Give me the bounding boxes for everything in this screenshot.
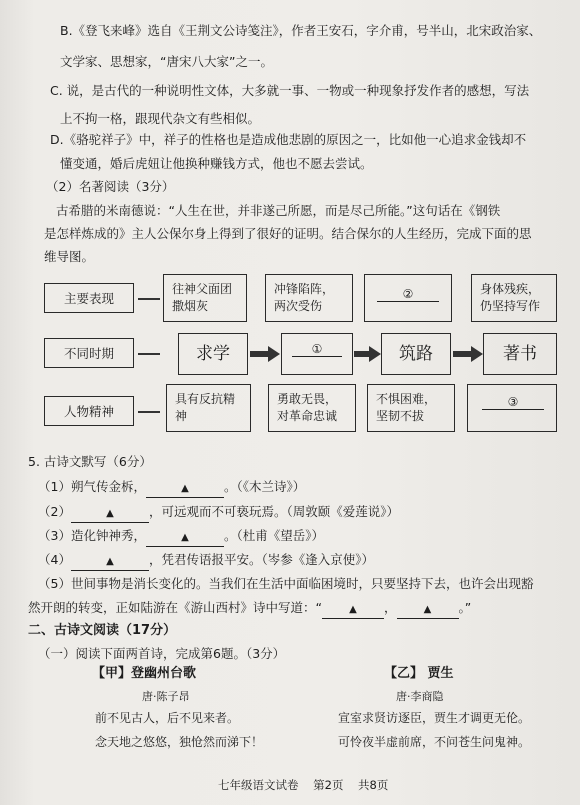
poem-a-author: 唐·陈子昂 [142,690,190,703]
arrow-icon [250,346,280,362]
connector-dash [138,411,160,413]
top-box-1: 往神父面团 撒烟灰 [163,274,247,322]
stage-road: 筑路 [381,333,451,375]
stage-study: 求学 [178,333,248,375]
option-b-cont: 文学家、思想家，“唐宋八大家”之一。 [60,54,273,69]
poem-b-line-1: 宣室求贤访逐臣，贾生才调更无伦。 [338,711,531,725]
q5-line-4: （4） ▲ ，凭君传语报平安。（岑参《逢入京使》） [38,551,374,571]
bottom-box-3: 不惧困难， 坚韧不拔 [367,384,455,432]
reading-para-2: 是怎样炼成的》主人公保尔身上得到了很好的证明。结合保尔的人生经历，完成下面的思 [44,226,532,241]
top-box-3 [364,274,452,322]
option-d-cont: 懂变通，婚后虎妞让他换种赚钱方式，他也不愿去尝试。 [60,156,373,171]
blank-3: ③ [482,395,544,410]
q5-heading: 5. 古诗文默写（6分） [28,454,152,469]
answer-blank[interactable]: ▲ [71,503,149,523]
q5-line-3: （3）造化钟神秀， ▲ 。（杜甫《望岳》） [38,527,324,547]
reading-heading: （2）名著阅读（3分） [46,179,175,194]
reading-para-3: 维导图。 [44,249,95,264]
option-d: D.《骆驼祥子》中，祥子的性格也是造成他悲剧的原因之一，比如他一心追求金钱却不 [50,132,527,147]
option-b: B.《登飞来峰》选自《王荆文公诗笺注》，作者王安石，字介甫，号半山，北宋政治家、 [60,23,542,38]
poem-b-title: 【乙】 贾生 [384,666,454,681]
stage-blank-1 [281,333,353,375]
reading-para-1: 古希腊的米南德说：“人生在世，并非遂己所愿，而是尽己所能。”这句话在《钢铁 [56,203,501,218]
row-label-spirit: 人物精神 [44,396,134,426]
answer-blank[interactable]: ▲ [322,599,384,619]
section-2-heading: 二、古诗文阅读（17分） [28,623,177,638]
q5-line-1: （1）朔气传金柝， ▲ 。（《木兰诗》） [38,478,305,498]
arrow-icon [453,346,483,362]
answer-blank[interactable]: ▲ [146,527,224,547]
poem-b-author: 唐·李商隐 [396,690,444,703]
blank-1: ① [292,342,342,357]
bottom-box-4 [467,384,557,432]
bottom-box-2: 勇敢无畏， 对革命忠诚 [268,384,356,432]
poem-a-line-2: 念天地之悠悠，独怆然而涕下！ [95,735,264,749]
section-2-sub: （一）阅读下面两首诗，完成第6题。（3分） [38,646,286,661]
q5-line-2: （2） ▲ ，可远观而不可亵玩焉。（周敦颐《爱莲说》） [38,503,399,523]
top-box-2: 冲锋陷阵， 两次受伤 [265,274,353,322]
stage-writing: 著书 [483,333,557,375]
arrow-icon [354,346,381,362]
page-footer: 七年级语文试卷 第2页 共8页 [218,778,389,792]
answer-blank[interactable]: ▲ [146,478,224,498]
connector-dash [138,353,160,355]
connector-dash [138,298,160,300]
row-label-period: 不同时期 [44,338,134,368]
poem-a-title: 【甲】登幽州台歌 [92,666,197,681]
q5-line-5-cont: 然开朗的转变，正如陆游在《游山西村》诗中写道：“ ▲ ， ▲ 。” [28,599,471,619]
q5-line-5: （5）世间事物是消长变化的。当我们在生活中面临困境时，只要坚持下去，也许会出现豁 [38,576,534,591]
option-c-cont: 上不拘一格，跟现代杂文有些相似。 [60,111,261,126]
bottom-box-1: 具有反抗精 神 [166,384,251,432]
poem-b-line-2: 可怜夜半虚前席，不问苍生问鬼神。 [338,735,531,749]
blank-2: ② [377,287,439,302]
poem-a-line-1: 前不见古人，后不见来者。 [95,711,240,725]
top-box-4: 身体残疾， 仍坚持写作 [471,274,557,322]
option-c: C. 说，是古代的一种说明性文体，大多就一事、一物或一种现象抒发作者的感想，写法 [50,83,530,98]
answer-blank[interactable]: ▲ [71,551,149,571]
row-label-performance: 主要表现 [44,283,134,313]
answer-blank[interactable]: ▲ [397,599,459,619]
